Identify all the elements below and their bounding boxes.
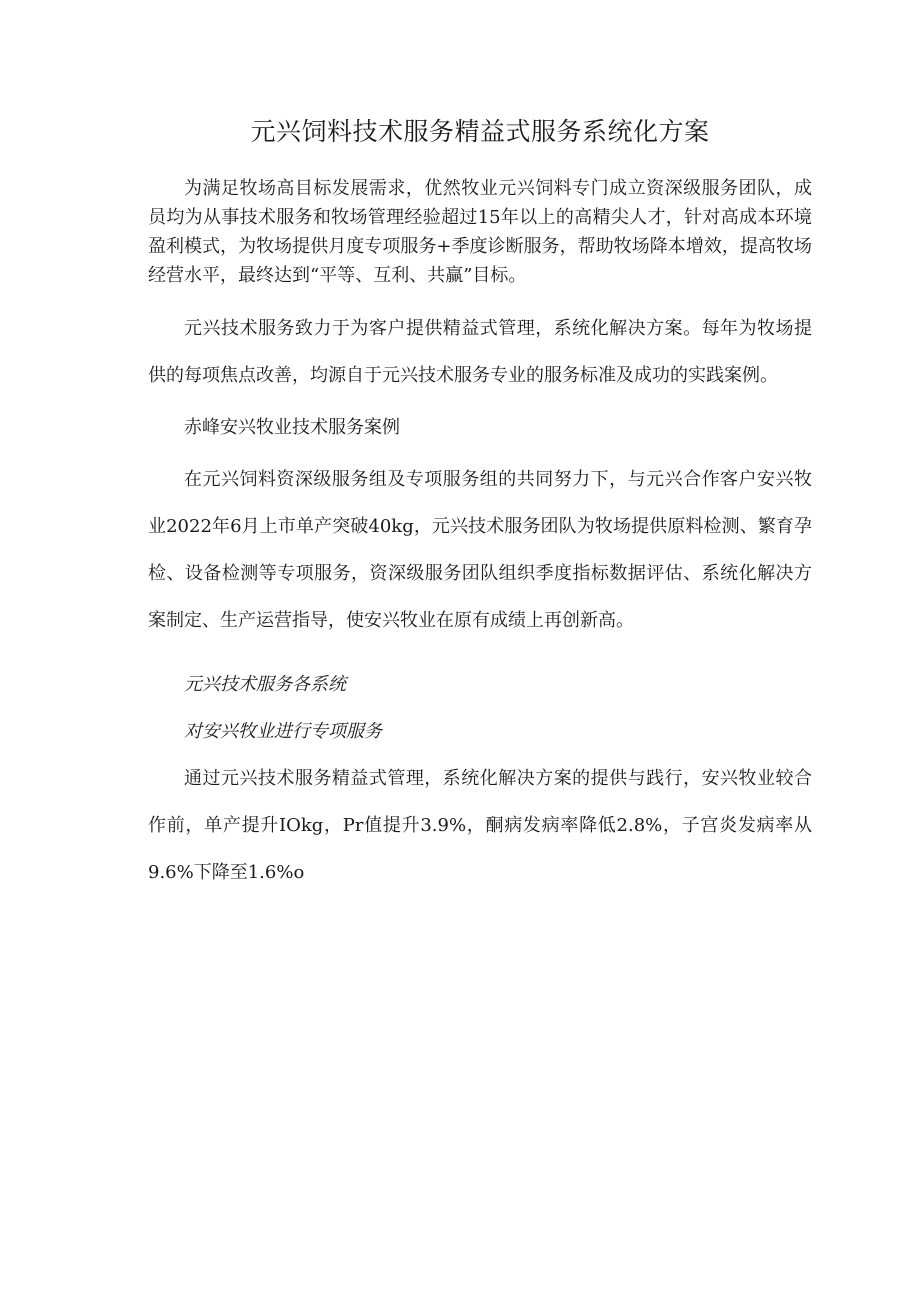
section-spacer (148, 649, 812, 661)
service-statement-paragraph: 元兴技术服务致力于为客户提供精益式管理，系统化解决方案。每年为牧场提供的每项焦点改善，均源自于元兴技术服务专业的服务标准及成功的实践案例。 (148, 318, 812, 386)
subheading-systems: 元兴技术服务各系统 (184, 674, 346, 695)
subheading-special-service: 对安兴牧业进行专项服务 (184, 721, 382, 742)
document-title: 元兴饲料技术服务精益式服务系统化方案 (250, 117, 710, 146)
case-body-paragraph: 在元兴饲料资深级服务组及专项服务组的共同努力下，与元兴合作客户安兴牧业2022年6月上市单产突破40kg，元兴技术服务团队为牧场提供原料检测、繁育孕检、设备检测等专项服务，资深级服务团队组织季度指标数据评估、系统化解决方案制定、生产运营指导，使安兴牧业在原有成绩上再创新高。 (148, 469, 812, 631)
case-heading: 赤峰安兴牧业技术服务案例 (184, 417, 400, 438)
result-paragraph: 通过元兴技术服务精益式管理，系统化解决方案的提供与践行，安兴牧业较合作前，单产提升IOkg，Pr值提升3.9%，酮病发病率降低2.8%，子宫炎发病率从9.6%下降至1.6%o (148, 768, 812, 883)
intro-paragraph: 为满足牧场高目标发展需求，优然牧业元兴饲料专门成立资深级服务团队，成员均为从事技术服务和牧场管理经验超过15年以上的高精尖人才，针对高成本环境盈利模式，为牧场提供月度专项服务+季度诊断服务，帮助牧场降本增效，提高牧场经营水平，最终达到“平等、互利、共赢”目标。 (148, 178, 812, 286)
document-body (148, 112, 812, 901)
